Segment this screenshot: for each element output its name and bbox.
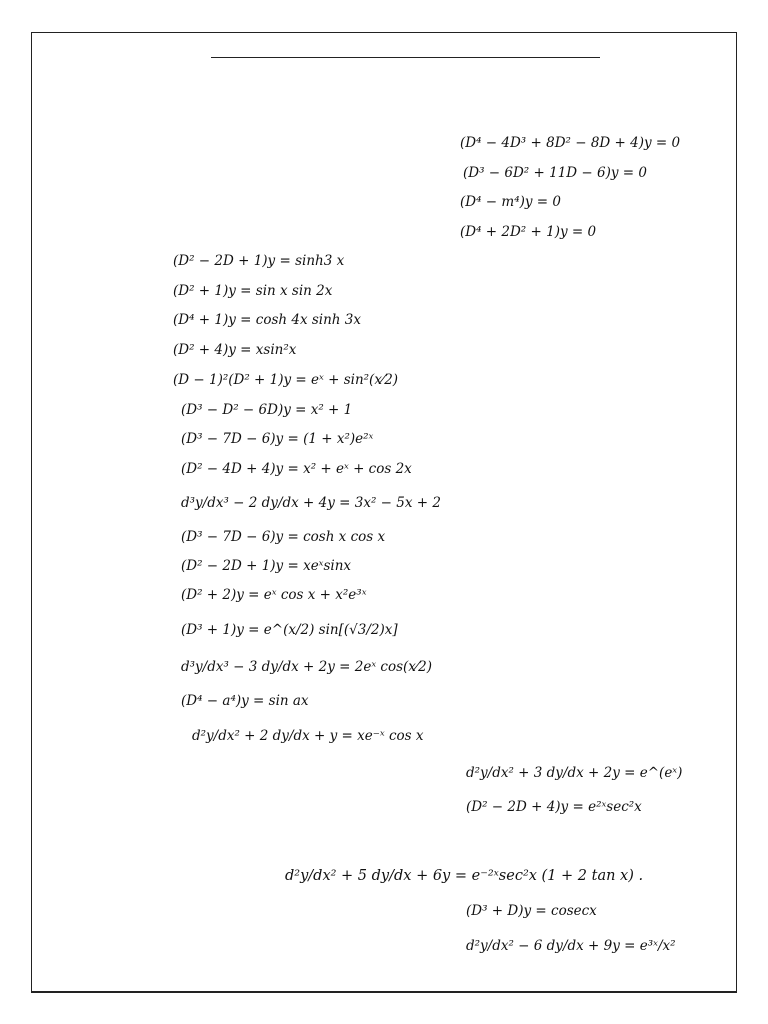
equation: (D³ − 6D² + 11D − 6)y = 0 (463, 165, 647, 181)
equation: d³y/dx³ − 3 dy/dx + 2y = 2eˣ cos(x⁄2) (181, 659, 433, 675)
equation: (D² − 2D + 4)y = e²ˣsec²x (466, 799, 642, 815)
equation: d²y/dx² + 2 dy/dx + y = xe⁻ˣ cos x (192, 728, 424, 744)
header-rule (211, 57, 600, 58)
equation: (D³ + D)y = cosecx (466, 903, 597, 919)
equation: (D³ − 7D − 6)y = cosh x cos x (181, 529, 386, 545)
equation-centered: d²y/dx² + 5 dy/dx + 6y = e⁻²ˣsec²x (1 + 2 tan x) . (285, 868, 644, 884)
equation: (D² + 1)y = sin x sin 2x (173, 283, 333, 299)
equation: (D² − 2D + 1)y = sinh3 x (173, 253, 345, 269)
equation: (D² + 4)y = xsin²x (173, 342, 297, 358)
equation: (D⁴ − m⁴)y = 0 (460, 194, 561, 210)
equation: (D⁴ + 2D² + 1)y = 0 (460, 224, 597, 240)
equation: d²y/dx² + 3 dy/dx + 2y = e^(eˣ) (466, 765, 683, 781)
equation: (D⁴ + 1)y = cosh 4x sinh 3x (173, 312, 361, 328)
equation: d²y/dx² − 6 dy/dx + 9y = e³ˣ/x² (466, 938, 676, 954)
equation: (D³ − 7D − 6)y = (1 + x²)e²ˣ (181, 431, 374, 447)
equation: (D³ − D² − 6D)y = x² + 1 (181, 402, 353, 418)
equation: d³y/dx³ − 2 dy/dx + 4y = 3x² − 5x + 2 (181, 495, 441, 511)
equation: (D⁴ − a⁴)y = sin ax (181, 693, 309, 709)
equation: (D² − 2D + 1)y = xeˣsinx (181, 558, 352, 574)
equation: (D² − 4D + 4)y = x² + eˣ + cos 2x (181, 461, 412, 477)
equation: (D − 1)²(D² + 1)y = eˣ + sin²(x⁄2) (173, 372, 399, 388)
equation: (D³ + 1)y = e^(x/2) sin[(√3/2)x] (181, 622, 398, 638)
equation: (D² + 2)y = eˣ cos x + x²e³ˣ (181, 587, 367, 603)
equation: (D⁴ − 4D³ + 8D² − 8D + 4)y = 0 (460, 135, 681, 151)
